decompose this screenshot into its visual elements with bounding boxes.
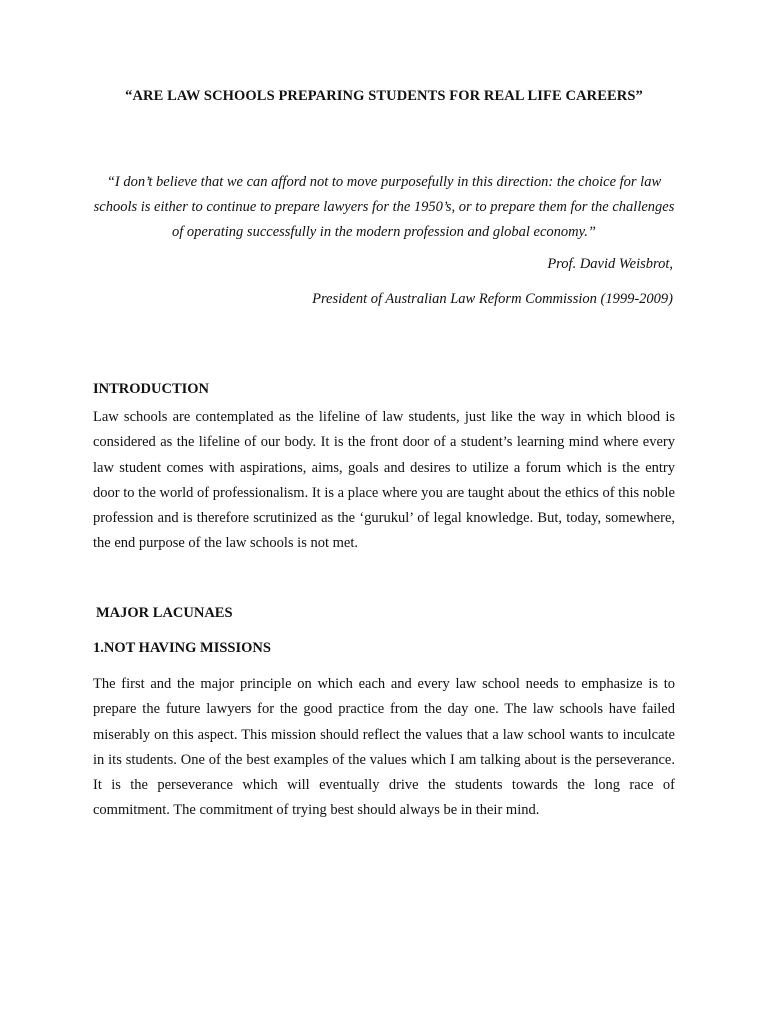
major-lacunaes-heading: MAJOR LACUNAES — [96, 605, 233, 621]
introduction-paragraph: Law schools are contemplated as the lifeline of law students, just like the way in which blood is considered as the lifeline of our body. It is the front door of a student’s learning mind where every law student comes with aspirations, aims, goals and desires to utilize a forum which is the entry door to the world of professionalism. It is a place where you are taught about the ethics of this noble profession and is therefore scrutinized as the ‘gurukul’ of legal knowledge. But, today, somewhere, the end purpose of the law schools is not met. — [93, 409, 675, 552]
introduction-heading: INTRODUCTION — [93, 381, 210, 397]
document-title: “ARE LAW SCHOOLS PREPARING STUDENTS FOR REAL LIFE CAREERS” — [125, 88, 643, 104]
quote-author-role: President of Australian Law Reform Commission (1999-2009) — [312, 291, 673, 307]
not-having-missions-paragraph: The first and the major principle on which each and every law school needs to emphasize is to prepare the future lawyers for the good practice from the day one. The law schools have failed miserably on this aspect. This mission should reflect the values that a law school wants to inculcate in its students. One of the best examples of the values which I am talking about is the perseverance. It is the perseverance which will eventually drive the students towards the long race of commitment. The commitment of trying best should always be in their mind. — [93, 676, 675, 819]
not-having-missions-heading: 1.NOT HAVING MISSIONS — [93, 640, 271, 656]
epigraph-quote: “I don’t believe that we can afford not to move purposefully in this direction: the choice for law schools is either to continue to prepare lawyers for the 1950’s, or to prepare them for the challenges of operating successfully in the modern profession and global economy.” — [93, 174, 675, 240]
quote-author: Prof. David Weisbrot, — [547, 256, 673, 272]
